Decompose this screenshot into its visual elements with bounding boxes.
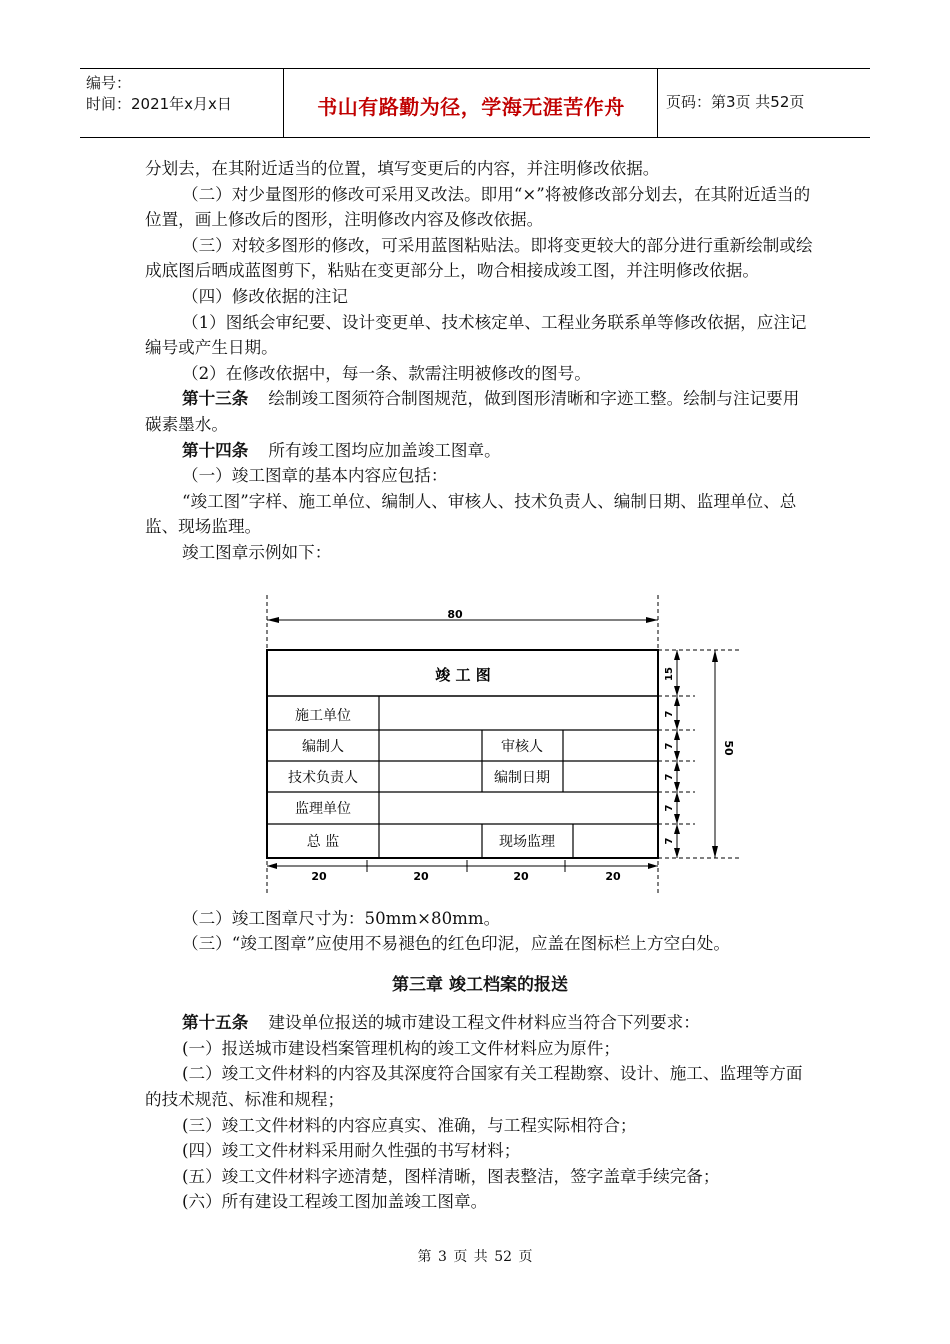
completion-stamp-diagram (255, 590, 775, 900)
paragraph: （四）修改依据的注记 (182, 286, 348, 306)
header-divider (283, 69, 284, 137)
header-motto: 书山有路勤为径，学海无涯苦作舟 (317, 95, 625, 119)
document-number: 编号： (86, 74, 132, 92)
dimension-col: 20 (605, 870, 621, 883)
paragraph: (六）所有建设工程竣工图加盖竣工图章。 (182, 1192, 488, 1212)
article-text: 建设单位报送的城市建设工程文件材料应当符合下列要求： (268, 1013, 700, 1033)
header-divider (657, 69, 658, 137)
article-number: 第十四条 (182, 440, 249, 460)
paragraph: （2）在修改依据中，每一条、款需注明被修改的图号。 (182, 363, 591, 383)
header-page-number: 页码：第3页 共52页 (666, 93, 805, 111)
paragraph: (四）竣工文件材料采用耐久性强的书写材料； (182, 1141, 521, 1161)
paragraph: （一）竣工图章的基本内容应包括： (182, 466, 448, 486)
stamp-label-supervision-unit: 监理单位 (295, 801, 351, 817)
document-date: 时间：2021年x月x日 (86, 95, 232, 113)
header-meta (86, 73, 232, 115)
dimension-row: 7 (664, 837, 675, 845)
footer-text: 页 (518, 1249, 533, 1265)
stamp-label-compile-date: 编制日期 (494, 770, 550, 786)
paragraph: （二）竣工图章尺寸为：50mm×80mm。 (182, 908, 501, 928)
dimension-row: 7 (664, 710, 675, 718)
dimension-row: 7 (664, 804, 675, 812)
stamp-label-tech-lead: 技术负责人 (288, 770, 358, 786)
stamp-label-site-supervisor: 现场监理 (499, 834, 555, 850)
paragraph: (二）竣工文件材料的内容及其深度符合国家有关工程勘察、设计、施工、监理等方面的技术规范、标准和规程； (145, 1064, 803, 1110)
paragraph: （二）对少量图形的修改可采用叉改法。即用“×”将被修改部分划去，在其附近适当的位置，画上修改后的图形，注明修改内容及修改依据。 (145, 184, 811, 230)
dimension-width: 80 (447, 608, 463, 621)
stamp-label-reviewer: 审核人 (501, 739, 543, 755)
article-text: 所有竣工图均应加盖竣工图章。 (268, 440, 501, 460)
article-paragraph (145, 1010, 815, 1036)
dimension-col: 20 (413, 870, 429, 883)
paragraph: （三）“竣工图章”应使用不易褪色的红色印泥，应盖在图标栏上方空白处。 (182, 934, 730, 954)
article-number: 第十三条 (182, 389, 249, 409)
dimension-row: 15 (664, 667, 675, 681)
article-number: 第十五条 (182, 1013, 249, 1033)
article-text: 绘制竣工图须符合制图规范，做到图形清晰和字迹工整。绘制与注记要用碳素墨水。 (145, 389, 800, 434)
footer-text: 共 (473, 1249, 488, 1265)
dimension-row: 7 (664, 742, 675, 750)
paragraph: (五）竣工文件材料字迹清楚，图样清晰，图表整洁，签字盖章手续完备； (182, 1166, 720, 1186)
dimension-col: 20 (513, 870, 529, 883)
paragraph: （三）对较多图形的修改，可采用蓝图粘贴法。即将变更较大的部分进行重新绘制或绘成底图后晒成蓝图剪下，粘贴在变更部分上，吻合相接成竣工图，并注明修改依据。 (145, 235, 813, 281)
paragraph: 分划去，在其附近适当的位置，填写变更后的内容，并注明修改依据。 (145, 159, 660, 178)
paragraph: “竣工图”字样、施工单位、编制人、审核人、技术负责人、编制日期、监理单位、总监、现场监理。 (145, 491, 797, 537)
stamp-label-chief-supervisor: 总 监 (306, 834, 340, 850)
footer-text: 第 (417, 1249, 432, 1265)
article-paragraph (145, 386, 815, 437)
footer-page-number: 3 (437, 1249, 447, 1265)
page-footer (0, 1246, 950, 1266)
dimension-col: 20 (311, 870, 327, 883)
stamp-label-compiler: 编制人 (302, 739, 344, 755)
stamp-title: 竣 工 图 (435, 666, 491, 684)
paragraph: （1）图纸会审纪要、设计变更单、技术核定单、工程业务联系单等修改依据，应注记编号或产生日期。 (145, 312, 807, 358)
article-paragraph (145, 438, 815, 464)
stamp-label-construction-unit: 施工单位 (295, 708, 351, 724)
dimension-height: 50 (722, 740, 735, 756)
dimension-row: 7 (664, 773, 675, 781)
page-header (80, 68, 870, 138)
paragraph: (一）报送城市建设档案管理机构的竣工文件材料应为原件； (182, 1038, 620, 1058)
footer-text: 页 (453, 1249, 468, 1265)
chapter-heading: 第三章 竣工档案的报送 (392, 974, 568, 995)
paragraph: 竣工图章示例如下： (182, 542, 332, 562)
paragraph: (三）竣工文件材料的内容应真实、准确，与工程实际相符合； (182, 1115, 637, 1135)
footer-total-pages: 52 (494, 1249, 513, 1265)
